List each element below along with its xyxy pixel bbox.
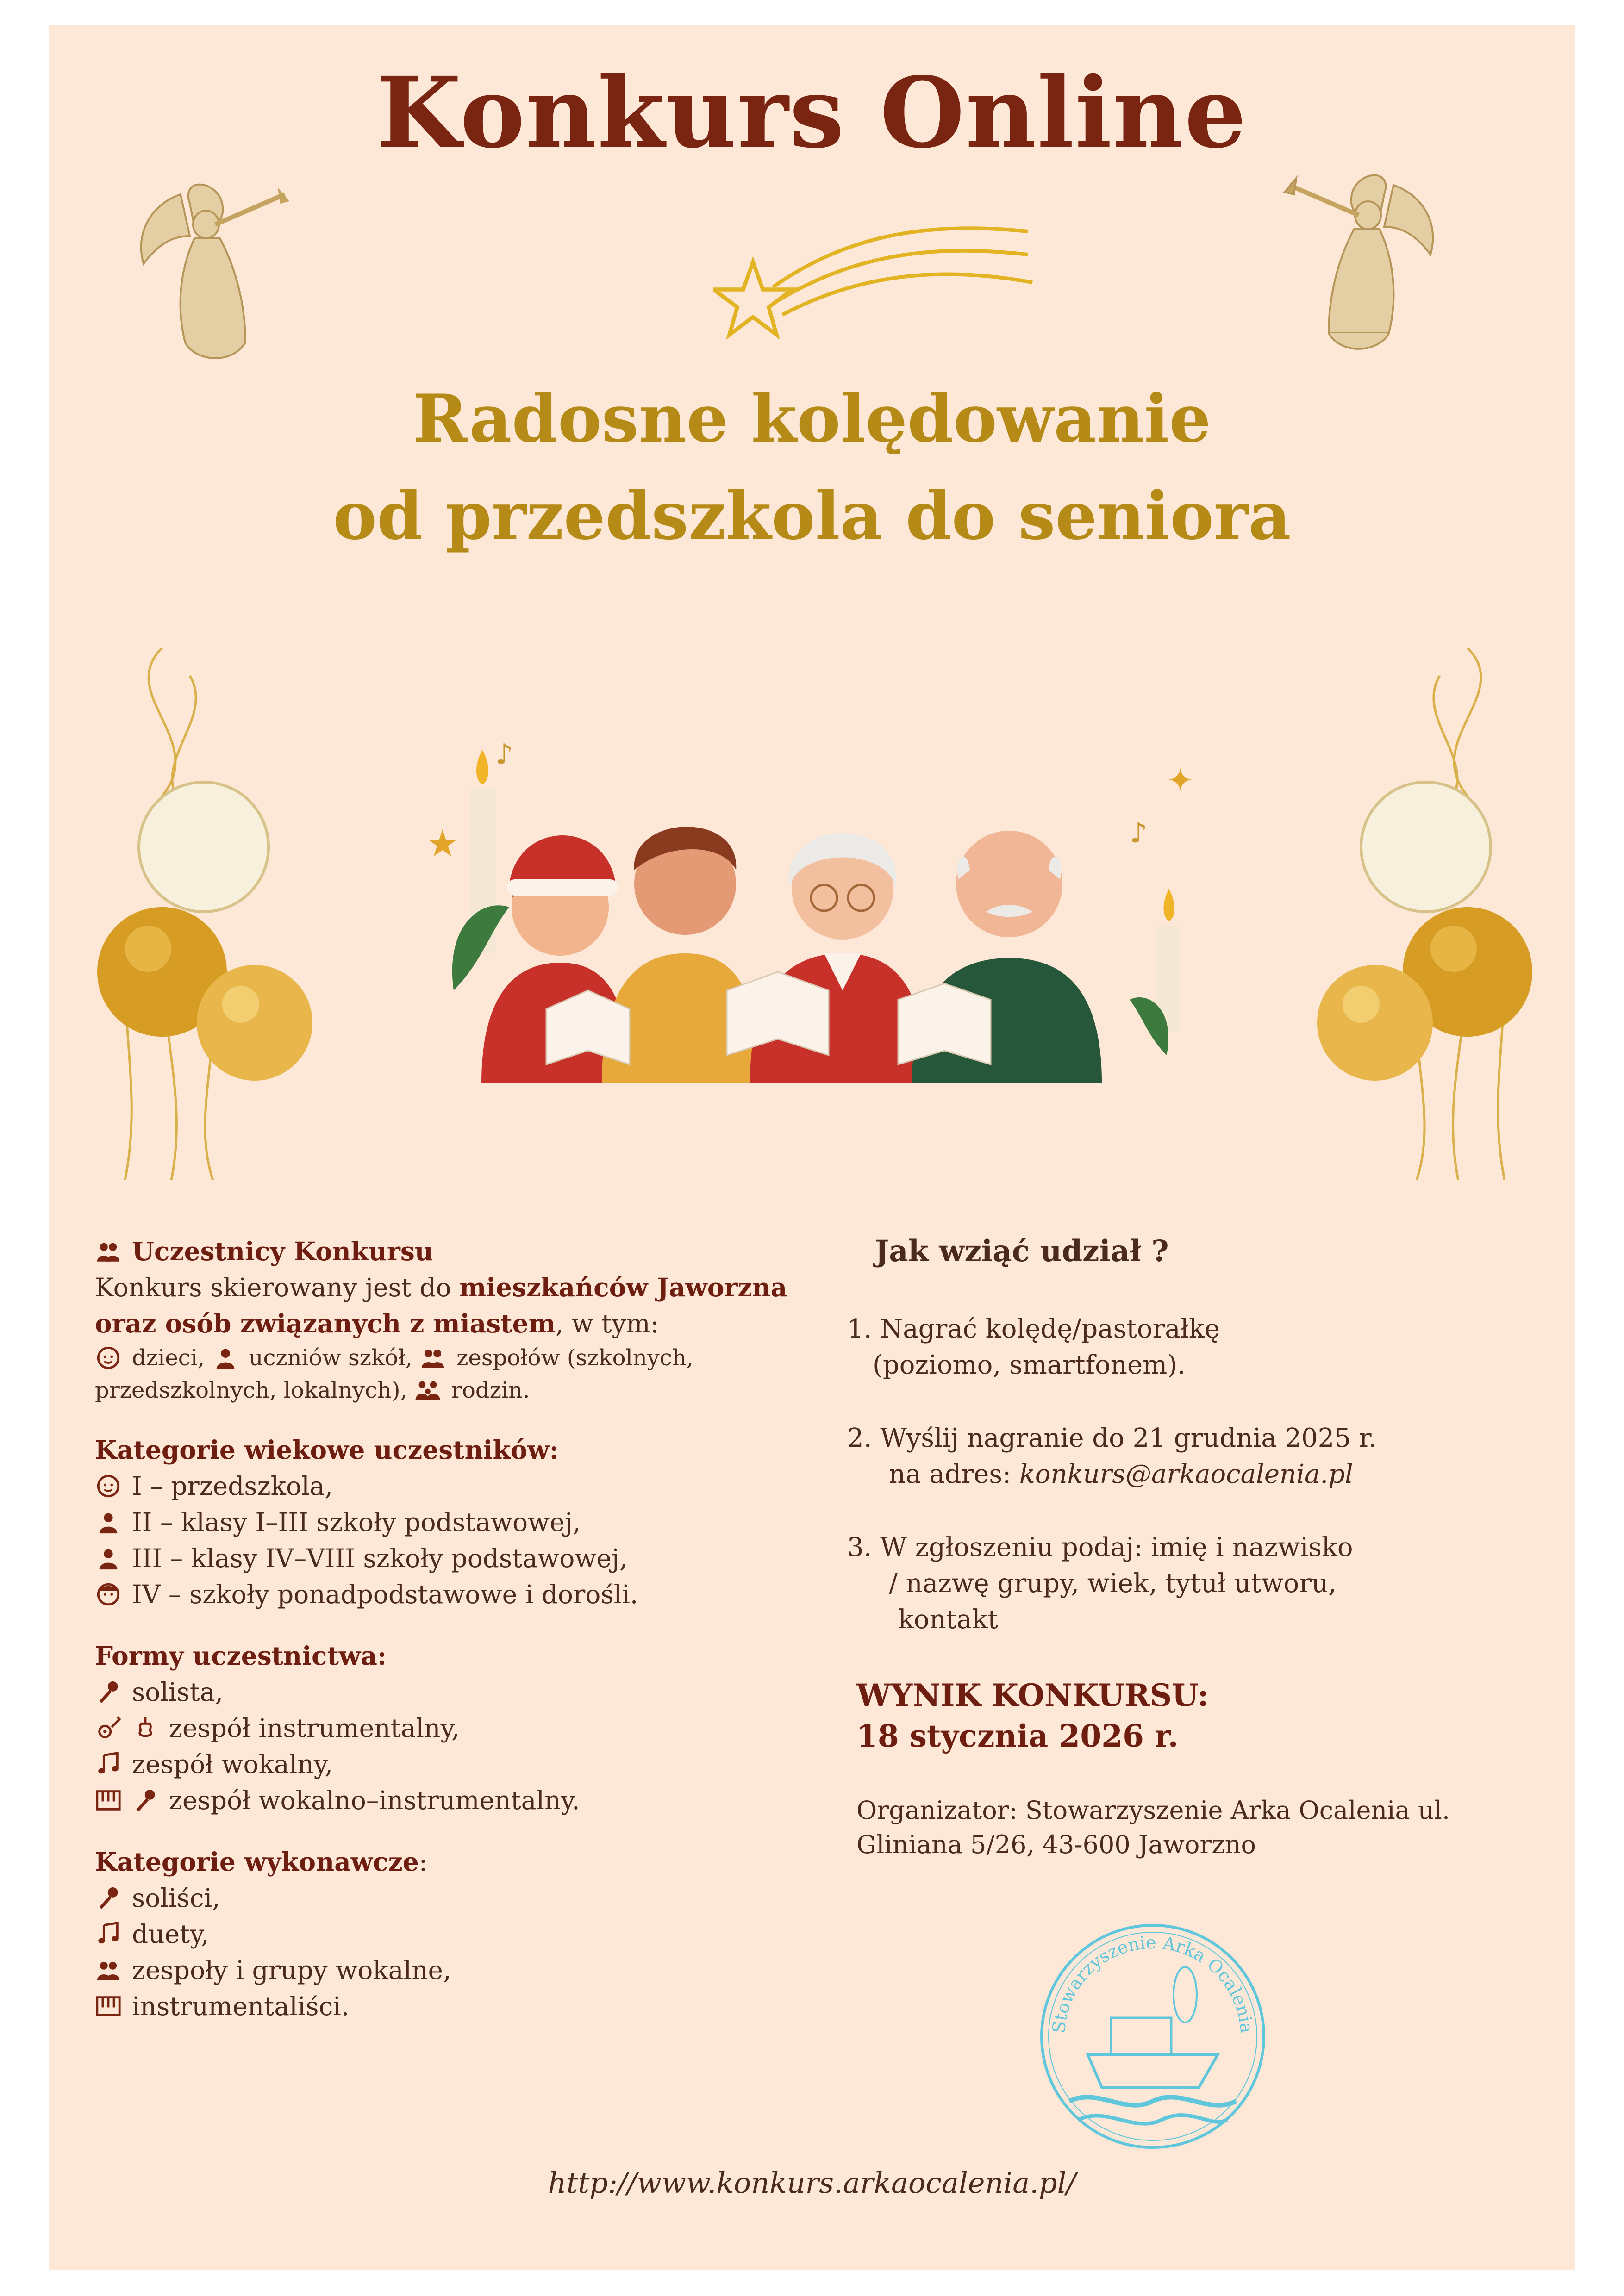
- performance-item: duety,: [132, 1919, 209, 1949]
- microphone-icon: [95, 1885, 122, 1911]
- age-category-item: II – klasy I–III szkoły podstawowej,: [132, 1507, 581, 1537]
- participants-heading: Uczestnicy Konkursu: [132, 1236, 433, 1266]
- piano-icon: [95, 1787, 122, 1814]
- right-column: [847, 1233, 1542, 1862]
- child-face-icon: [95, 1473, 122, 1500]
- subtitle: [0, 370, 1624, 565]
- age-categories-heading: Kategorie wiekowe uczestników:: [95, 1435, 559, 1465]
- angel-left-icon: [125, 176, 292, 370]
- child-face-icon: [95, 1344, 122, 1371]
- ornaments-left-icon: [69, 648, 347, 1180]
- student-icon: [95, 1545, 122, 1572]
- organizer-section: [856, 1793, 1542, 1862]
- organizer-line-2: Gliniana 5/26, 43-600 Jaworzno: [856, 1830, 1256, 1859]
- microphone-icon: [95, 1679, 122, 1705]
- angel-right-icon: [1282, 167, 1449, 361]
- adult-face-icon: [95, 1581, 122, 1608]
- form-item: zespół wokalno–instrumentalny.: [169, 1786, 580, 1815]
- people-icon: [95, 1957, 122, 1984]
- team-icon: [419, 1344, 446, 1371]
- contest-email-link[interactable]: konkurs@arkaocalenia.pl: [1019, 1459, 1353, 1489]
- step-3-line-2: / nazwę grupy, wiek, tytuł utworu,: [889, 1568, 1337, 1599]
- logo-text: Stowarzyszenie Arka Ocalenia: [1048, 1932, 1257, 2034]
- group-icon: [95, 1238, 122, 1265]
- forms-heading: Formy uczestnictwa:: [95, 1641, 387, 1671]
- performance-item: instrumentaliści.: [132, 1991, 350, 2021]
- step-3-line-3: kontakt: [898, 1605, 999, 1635]
- ornaments-right-icon: [1282, 648, 1560, 1180]
- page-title: Konkurs Online: [376, 56, 1248, 170]
- shooting-star-icon: [713, 204, 1037, 370]
- organization-logo: [1032, 1916, 1273, 2157]
- age-category-item: III – klasy IV–VIII szkoły podstawowej,: [132, 1543, 628, 1573]
- svg-text:✦: ✦: [1167, 761, 1194, 799]
- subtitle-line-1: Radosne kolędowanie: [413, 380, 1211, 457]
- left-column: [95, 1233, 812, 2050]
- student-icon: [95, 1509, 122, 1536]
- age-categories-section: [95, 1432, 812, 1612]
- label-students: uczniów szkół,: [249, 1345, 412, 1371]
- step-1-line-1: 1. Nagrać kolędę/pastorałkę: [847, 1314, 1220, 1344]
- step-2-line-1: 2. Wyślij nagranie do 21 grudnia 2025 r.: [847, 1423, 1377, 1453]
- how-to-heading: Jak wziąć udział ?: [875, 1234, 1169, 1269]
- participants-text-post: , w tym:: [555, 1309, 659, 1338]
- step-3-line-1: 3. W zgłoszeniu podaj: imię i nazwisko: [847, 1532, 1353, 1562]
- performance-item: soliści,: [132, 1883, 220, 1913]
- age-category-item: I – przedszkola,: [132, 1471, 333, 1501]
- step-1-line-2: (poziomo, smartfonem).: [873, 1350, 1186, 1380]
- performance-item: zespoły i grupy wokalne,: [132, 1955, 451, 1985]
- violin-icon: [132, 1715, 159, 1742]
- participants-text-bold: mieszkańców Jaworzna oraz osób związanych z miastem: [95, 1272, 787, 1338]
- age-category-item: IV – szkoły ponadpodstawowe i dorośli.: [132, 1580, 638, 1609]
- carolers-illustration: [426, 731, 1213, 1083]
- performance-section: [95, 1844, 812, 2024]
- step-3: [847, 1530, 1542, 1638]
- step-1: [847, 1311, 1542, 1383]
- music-notes-icon: [95, 1751, 122, 1778]
- form-item: zespół wokalny,: [132, 1749, 333, 1779]
- result-date: 18 stycznia 2026 r.: [856, 1718, 1179, 1754]
- participants-text-pre: Konkurs skierowany jest do: [95, 1273, 460, 1302]
- label-children: dzieci,: [132, 1345, 205, 1371]
- label-teams-cont: przedszkolnych, lokalnych),: [95, 1377, 407, 1403]
- music-notes-icon: [95, 1921, 122, 1948]
- step-2: [847, 1420, 1542, 1493]
- step-2-address-label: na adres:: [889, 1459, 1019, 1489]
- microphone-icon: [132, 1787, 159, 1814]
- result-section: [856, 1675, 1542, 1756]
- form-item: solista,: [132, 1677, 224, 1707]
- participants-section: [95, 1233, 812, 1406]
- family-icon: [414, 1377, 441, 1404]
- organizer-line-1: Organizator: Stowarzyszenie Arka Ocalenia ul.: [856, 1796, 1450, 1825]
- svg-text:★: ★: [426, 822, 459, 865]
- participants-text: [95, 1269, 812, 1342]
- performance-heading: Kategorie wykonawcze: [95, 1847, 419, 1877]
- label-teams: zespołów (szkolnych,: [456, 1345, 693, 1371]
- form-item: zespół instrumentalny,: [169, 1713, 460, 1743]
- svg-text:♪: ♪: [495, 738, 513, 771]
- guitar-icon: [95, 1715, 122, 1742]
- footer-url-link[interactable]: http://www.konkurs.arkaocalenia.pl/: [548, 2166, 1076, 2200]
- result-label: WYNIK KONKURSU:: [856, 1677, 1209, 1713]
- forms-section: [95, 1638, 812, 1818]
- student-icon: [212, 1344, 239, 1371]
- performance-heading-colon: :: [418, 1847, 428, 1877]
- subtitle-line-2: od przedszkola do seniora: [333, 478, 1291, 554]
- svg-text:♪: ♪: [1130, 817, 1148, 849]
- piano-icon: [95, 1993, 122, 2020]
- label-families: rodzin.: [451, 1377, 530, 1403]
